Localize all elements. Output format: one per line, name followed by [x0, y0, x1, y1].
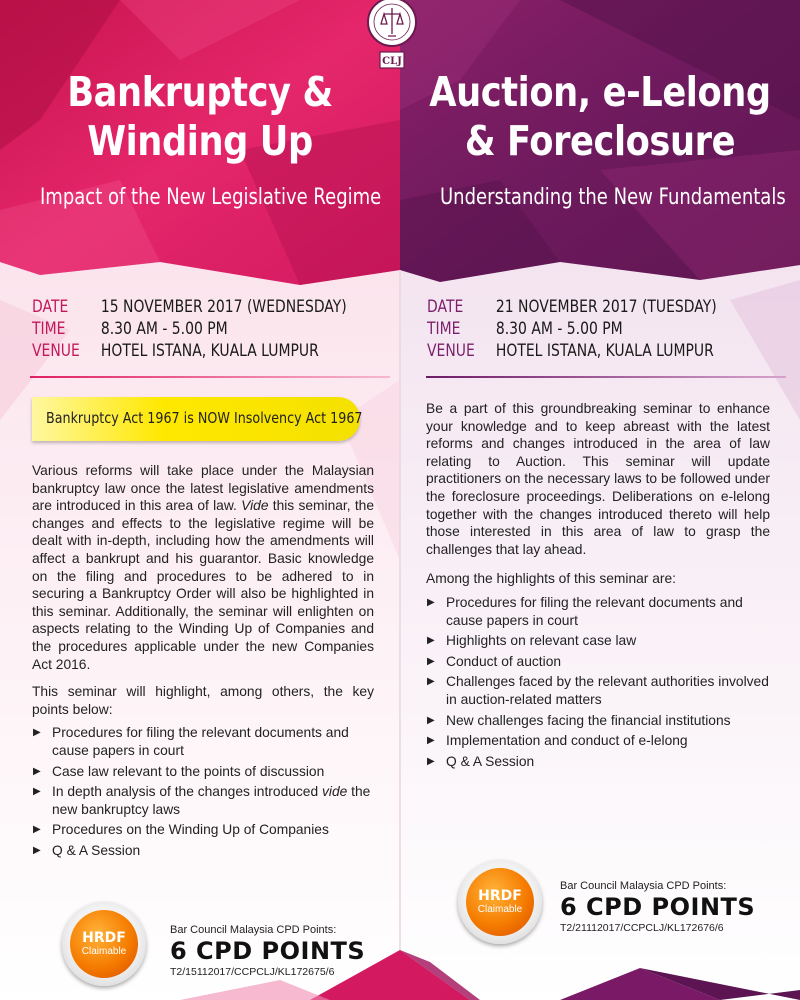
time-label: TIME: [32, 319, 66, 339]
right-lead: Among the highlights of this seminar are:: [426, 571, 677, 587]
hrdf-badge: [458, 860, 542, 944]
left-title-line-1: Bankruptcy &: [67, 68, 333, 116]
venue-label: VENUE: [427, 341, 475, 361]
list-item-text: Q & A Session: [446, 753, 535, 769]
list-item: [32, 763, 374, 781]
left-event-details: [32, 296, 347, 362]
venue-value: HOTEL ISTANA, KUALA LUMPUR: [495, 341, 714, 361]
act-highlight-text: Bankruptcy Act 1967 is NOW Insolvency Act 1967: [46, 409, 363, 427]
cpd-points: 6 CPD POINTS: [170, 937, 366, 965]
left-bullet-list: [32, 724, 374, 859]
date-label: DATE: [32, 297, 69, 317]
list-item-text: In depth analysis of the changes introduced vide the new bankruptcy laws: [52, 784, 371, 817]
left-body: [32, 462, 374, 862]
left-description-part-2: this seminar, the changes and effects to the legislative regime will be dealt with in-depth, including how the amendments will affect a bankrupt and his guarantor. Basic knowledge on the filing and procedures to be adhered to in securing a Bankruptcy Order will also be highlighted in this seminar. Additionally, the seminar will enlighten on aspects relating to the Winding Up of Companies and the procedures applicable under the new Companies Act 2016.: [32, 498, 374, 672]
list-item: [32, 724, 374, 759]
list-item-text: Highlights on relevant case law: [446, 633, 637, 649]
cpd-label: Bar Council Malaysia CPD Points:: [170, 924, 337, 936]
list-item: [32, 821, 374, 839]
date-value: 21 NOVEMBER 2017 (TUESDAY): [495, 297, 717, 317]
list-item-text: Conduct of auction: [446, 653, 562, 669]
cpd-code: T2/21112017/CCPCLJ/KL172676/6: [560, 922, 724, 934]
hrdf-claimable-label: Claimable: [477, 903, 523, 915]
left-lead: This seminar will highlight, among others, the key points below:: [32, 684, 374, 717]
bullet-arrow-icon: ▶: [33, 824, 41, 836]
hrdf-claimable-label: Claimable: [81, 945, 127, 957]
hrdf-badge: [62, 902, 146, 986]
list-item: [426, 732, 770, 750]
left-description-part-1: Various reforms will take place under the Malaysian bankruptcy law once the latest legislative amendments are introduced in this area of law.: [32, 463, 374, 514]
list-item: [426, 673, 770, 708]
cpd-label: Bar Council Malaysia CPD Points:: [560, 880, 727, 892]
right-title: [428, 68, 772, 166]
list-item-text: Case law relevant to the points of discussion: [52, 763, 325, 779]
left-cpd-block: [170, 924, 365, 978]
list-item: [426, 594, 770, 629]
left-title-line-2: Winding Up: [87, 117, 313, 165]
cpd-points: 6 CPD POINTS: [560, 893, 756, 921]
bullet-arrow-icon: ▶: [427, 735, 435, 747]
list-item-text: Q & A Session: [52, 842, 141, 858]
bullet-arrow-icon: ▶: [427, 676, 435, 688]
list-item-text: Procedures for filing the relevant documents and cause papers in court: [446, 594, 743, 628]
right-body: [426, 400, 770, 773]
hrdf-label: HRDF: [478, 887, 522, 904]
right-divider: [426, 376, 786, 378]
venue-label: VENUE: [32, 341, 80, 361]
list-item-text: Challenges faced by the relevant authorities involved in auction-related matters: [446, 674, 769, 707]
right-description: Be a part of this groundbreaking seminar to enhance your knowledge and to keep abreast with the latest reforms and changes introduced in the area of law relating to Auction. This seminar will update practitioners on the necessary laws to be followed under the foreclosure proceedings. Deliberations on e-lelong together with the changes introduced thereto will help those interested in this area of law to grasp the challenges that lay ahead.: [426, 401, 770, 557]
list-item-text: Procedures on the Winding Up of Companies: [52, 822, 329, 838]
bullet-arrow-icon: ▶: [427, 755, 435, 767]
list-item: [426, 632, 770, 650]
left-divider: [30, 376, 390, 378]
bullet-arrow-icon: ▶: [33, 844, 41, 856]
bullet-arrow-icon: ▶: [33, 786, 41, 798]
date-label: DATE: [427, 297, 464, 317]
list-item-text: Procedures for filing the relevant documents and cause papers in court: [52, 725, 349, 758]
venue-value: HOTEL ISTANA, KUALA LUMPUR: [100, 341, 319, 361]
hrdf-label: HRDF: [82, 929, 126, 946]
list-item: [32, 783, 374, 818]
right-title-line-1: Auction, e-Lelong: [429, 68, 771, 116]
right-bullet-list: [426, 594, 770, 770]
bullet-arrow-icon: ▶: [33, 765, 41, 777]
left-description: [32, 462, 374, 673]
bullet-arrow-icon: ▶: [427, 596, 435, 608]
auction-seminar: [400, 0, 800, 1000]
cpd-code: T2/15112017/CCPCLJ/KL172675/6: [170, 966, 335, 978]
time-value: 8.30 AM - 5.00 PM: [100, 319, 228, 339]
list-item-text: New challenges facing the financial institutions: [446, 712, 731, 728]
clj-logo: [362, 0, 422, 80]
logo-text: CLJ: [382, 56, 402, 67]
act-highlight-banner: [32, 397, 363, 441]
bullet-arrow-icon: ▶: [427, 714, 435, 726]
left-title: [28, 68, 372, 166]
time-value: 8.30 AM - 5.00 PM: [495, 319, 623, 339]
list-item: [426, 712, 770, 730]
list-item: [426, 753, 770, 771]
right-event-details: [427, 296, 717, 362]
bullet-arrow-icon: ▶: [427, 635, 435, 647]
date-value: 15 NOVEMBER 2017 (WEDNESDAY): [100, 297, 347, 317]
list-item-text: Implementation and conduct of e-lelong: [446, 733, 688, 749]
right-title-line-2: & Foreclosure: [464, 117, 736, 165]
left-subtitle: Impact of the New Legislative Regime: [40, 184, 382, 210]
left-description-vide: Vide: [241, 498, 269, 514]
list-item: [32, 842, 374, 860]
list-item: [426, 653, 770, 671]
bullet-arrow-icon: ▶: [427, 655, 435, 667]
right-cpd-block: [560, 880, 755, 934]
time-label: TIME: [427, 319, 461, 339]
right-subtitle: Understanding the New Fundamentals: [440, 184, 786, 210]
bullet-arrow-icon: ▶: [33, 727, 41, 739]
